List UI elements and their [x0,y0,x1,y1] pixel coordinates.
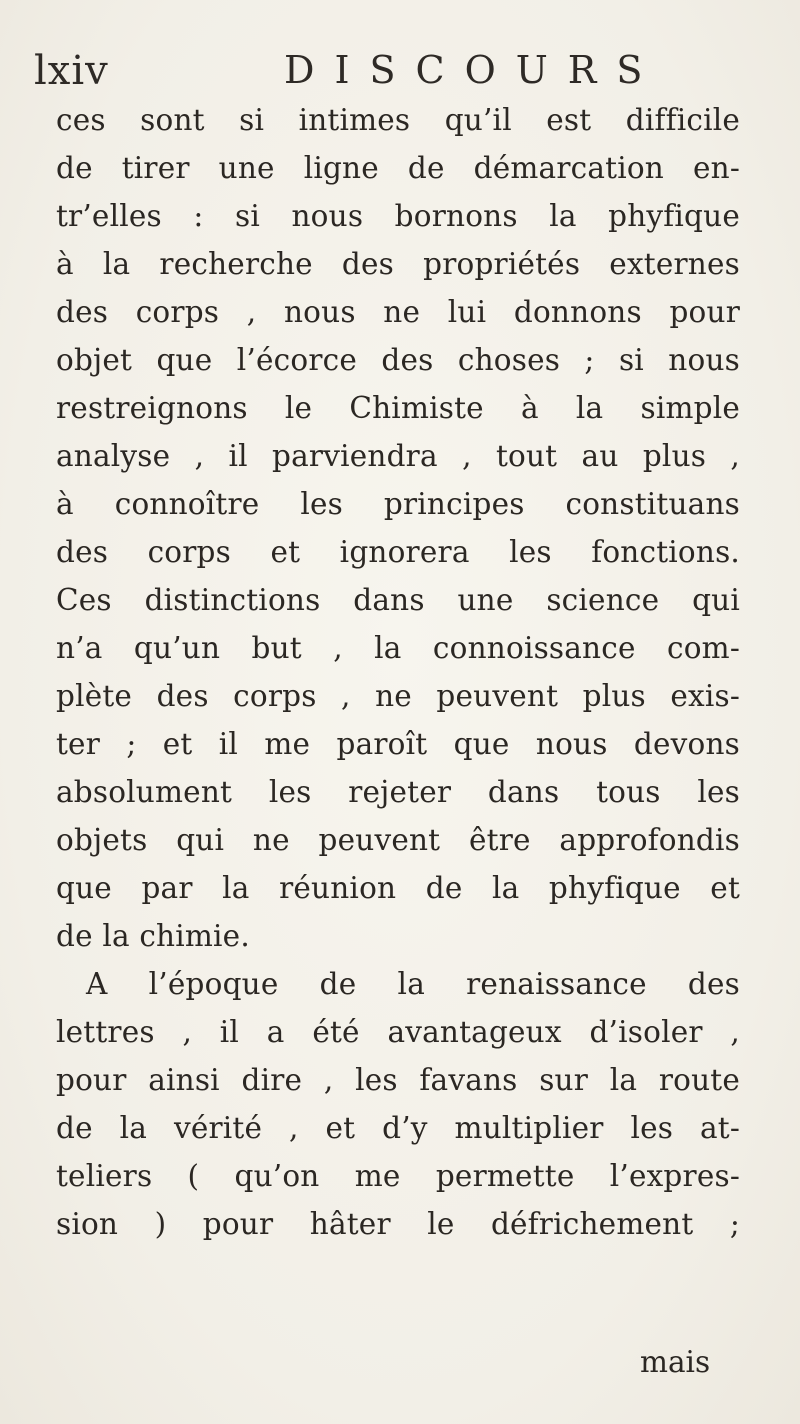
text-line: absolument les rejeter dans tous les [56,775,740,809]
text-line: restreignons le Chimiste à la simple [56,391,740,425]
text-line: lettres , il a été avantageux d’isoler , [56,1015,740,1049]
running-title: DISCOURS [284,48,663,92]
text-line: sion ) pour hâter le défrichement ; [56,1207,740,1241]
paragraph-end-line: de la chimie. [56,919,250,953]
text-line: ter ; et il me paroît que nous devons [56,727,740,761]
text-line: tr’elles : si nous bornons la phyfique [56,199,740,233]
text-line: pour ainsi dire , les favans sur la route [56,1063,740,1097]
paragraph-start-line: A l’époque de la renaissance des [86,967,740,1001]
text-line: ces sont si intimes qu’il est difficile [56,103,740,137]
text-line: des corps , nous ne lui donnons pour [56,295,740,329]
text-line: teliers ( qu’on me permette l’expres- [56,1159,740,1193]
text-line: n’a qu’un but , la connoissance com- [56,631,740,665]
body-text [56,96,740,1248]
text-line: objet que l’écorce des choses ; si nous [56,343,740,377]
page-number: lxiv [34,48,109,94]
text-line: objets qui ne peuvent être approfondis [56,823,740,857]
text-line: que par la réunion de la phyfique et [56,871,740,905]
text-line: Ces distinctions dans une science qui [56,583,740,617]
text-line: des corps et ignorera les fonctions. [56,535,740,569]
text-line: analyse , il parviendra , tout au plus , [56,439,740,473]
text-line: de tirer une ligne de démarcation en- [56,151,740,185]
text-line: plète des corps , ne peuvent plus exis- [56,679,740,713]
text-line: à connoître les principes constituans [56,487,740,521]
text-line: de la vérité , et d’y multiplier les at- [56,1111,740,1145]
text-line: à la recherche des propriétés externes [56,247,740,281]
catchword: mais [640,1345,711,1379]
